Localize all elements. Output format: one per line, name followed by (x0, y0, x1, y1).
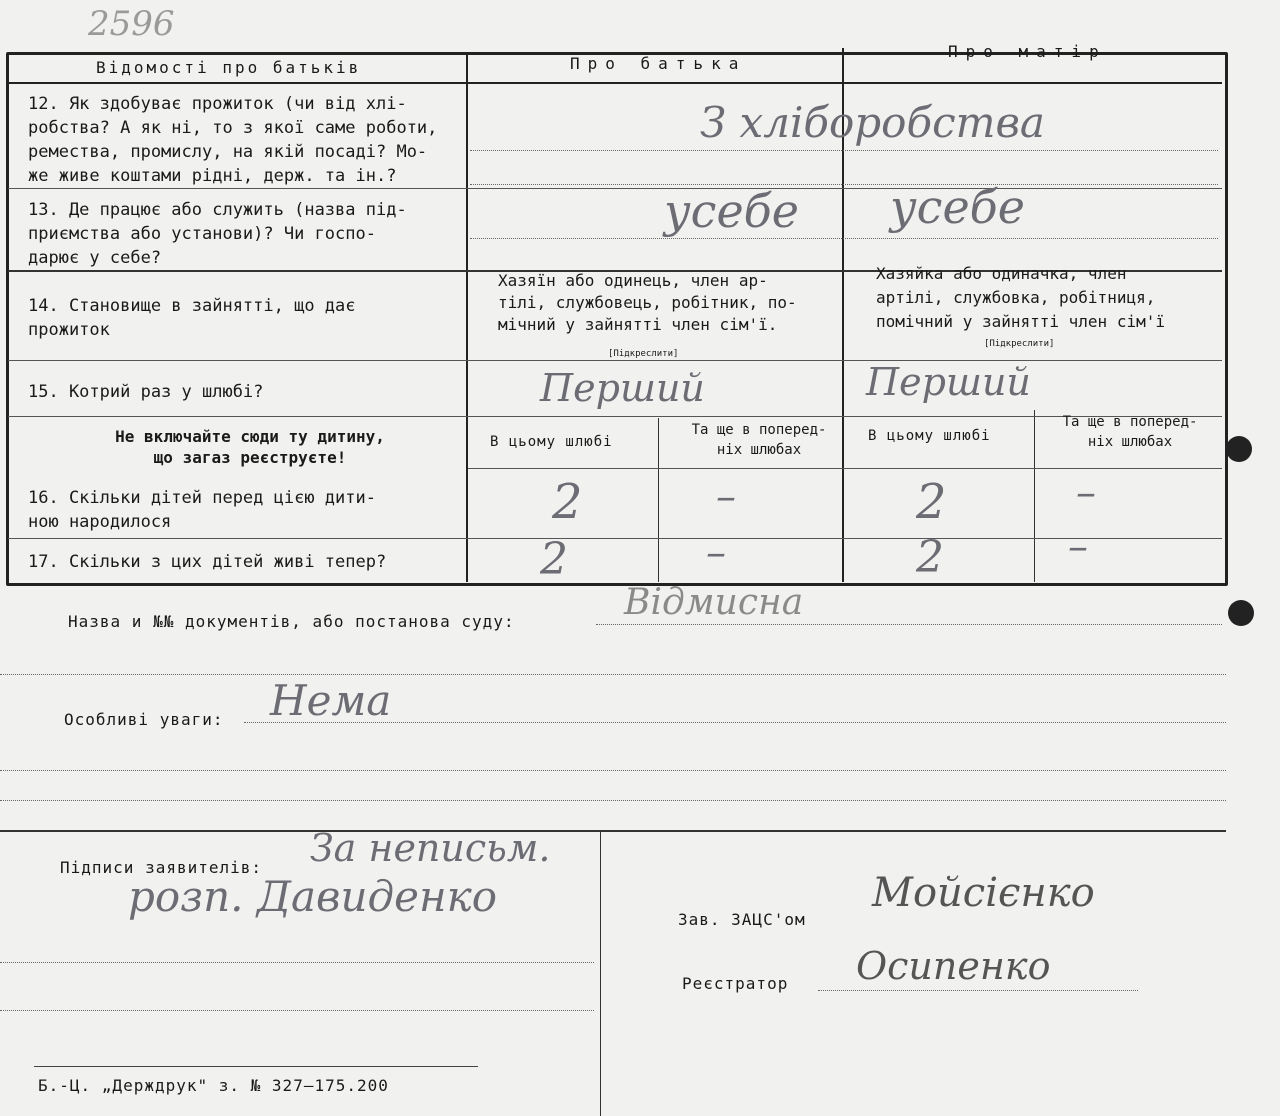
father-this-marriage-header: В цьому шлюбі (490, 434, 613, 450)
answer-17-father-this: 2 (540, 534, 568, 585)
head-zags-signature: Мойсієнко (872, 870, 1095, 916)
remarks-line-2 (0, 770, 1226, 771)
answer-16-father-this: 2 (552, 474, 583, 530)
row-line-16 (8, 538, 1222, 539)
question-13: 13. Де працює або служить (назва під- приємства або установи)? Чи госпо- дарює у себе? (28, 200, 407, 268)
remarks-line-3 (0, 800, 1226, 801)
question-16: 16. Скільки дітей перед цією дити- ною народилося (28, 488, 376, 532)
father-previous-marriages-header: Та ще в поперед- ніх шлюбах (691, 422, 827, 458)
answer-line (470, 184, 1218, 185)
row-line-children-head (468, 468, 1222, 469)
answer-15-father: Перший (540, 366, 705, 410)
head-zags-label: Зав. ЗАЦС'ом (678, 910, 806, 929)
signatures-line (0, 962, 594, 963)
footer-line (34, 1066, 478, 1067)
col-divider-1 (466, 52, 468, 582)
header-parents-info: Відомості про батьків (96, 58, 362, 77)
answer-13-father: усебе (664, 184, 799, 238)
binding-hole (1228, 600, 1254, 626)
answer-16-mother-this: 2 (916, 474, 947, 530)
col-divider-4 (1034, 410, 1035, 582)
row-line-header (8, 82, 1222, 84)
documents-label: Назва и №№ документів, або постанова суду: (68, 612, 515, 631)
mother-previous-marriages-header: Та ще в поперед- ніх шлюбах (1062, 414, 1198, 450)
binding-hole (1226, 436, 1252, 462)
question-17: 17. Скільки з цих дітей живі тепер? (28, 552, 387, 572)
remarks-label: Особливі уваги: (64, 710, 224, 729)
documents-value: Відмисна (624, 582, 804, 623)
bottom-section-line (0, 830, 1226, 832)
employment-options-mother: Хазяйка або одиначка, член артілі, службовка, робітниця, помічний у зайнятті член сім'ї (876, 264, 1165, 331)
answer-12-occupation: З хліборобства (700, 98, 1045, 147)
header-mother: Про матір (948, 42, 1107, 61)
underline-note-mother: [Підкреслити] (984, 339, 1055, 349)
mother-this-marriage-header: В цьому шлюбі (868, 428, 991, 444)
registrar-signature: Осипенко (856, 944, 1051, 988)
answer-17-mother-this: 2 (916, 532, 944, 583)
answer-17-mother-prev: – (1068, 524, 1088, 570)
signatures-value-line1: За неписьм. (310, 826, 551, 870)
registrar-label: Реєстратор (682, 974, 789, 993)
question-15: 15. Котрий раз у шлюбі? (28, 382, 264, 402)
answer-15-mother: Перший (866, 360, 1031, 404)
corner-mark: 2596 (88, 4, 175, 44)
answer-line (470, 150, 1218, 151)
signatures-line-2 (0, 1010, 594, 1011)
answer-16-father-prev: – (716, 474, 736, 520)
row-line-12 (8, 188, 1222, 189)
remarks-value: Нема (270, 676, 392, 725)
registrar-line (818, 990, 1138, 991)
employment-options-father: Хазяїн або одинець, член ар- тілі, службовець, робітник, по- мічний у зайнятті член сім'ї. (498, 271, 797, 334)
question-12: 12. Як здобуває прожиток (чи від хлі- робства? А як ні, то з якої саме роботи, ремества, промислу, на якій посаді? Мо- же живе коштами рідні, держ. та ін.? (28, 94, 438, 186)
registration-notice: Не включайте сюди ту дитину, що загаз реєструєте! (115, 427, 385, 467)
printer-info: Б.-Ц. „Держдрук" з. № 327—175.200 (38, 1076, 389, 1095)
answer-16-mother-prev: – (1076, 470, 1096, 516)
bottom-section-divider (600, 830, 601, 1116)
documents-line (596, 624, 1222, 625)
col-divider-3 (658, 418, 659, 582)
remarks-line (244, 722, 1226, 723)
answer-13-mother: усебе (890, 180, 1025, 234)
documents-line-2 (0, 674, 1226, 675)
header-father: Про батька (570, 54, 747, 73)
answer-17-father-prev: – (706, 530, 726, 576)
underline-note-father: [Підкреслити] (608, 349, 679, 359)
signatures-value-line2: розп. Давиденко (128, 872, 498, 921)
answer-line (470, 238, 1218, 239)
question-14: 14. Становище в зайнятті, що дає прожиток (28, 296, 356, 340)
signatures-label: Підписи заявителів: (60, 858, 263, 877)
